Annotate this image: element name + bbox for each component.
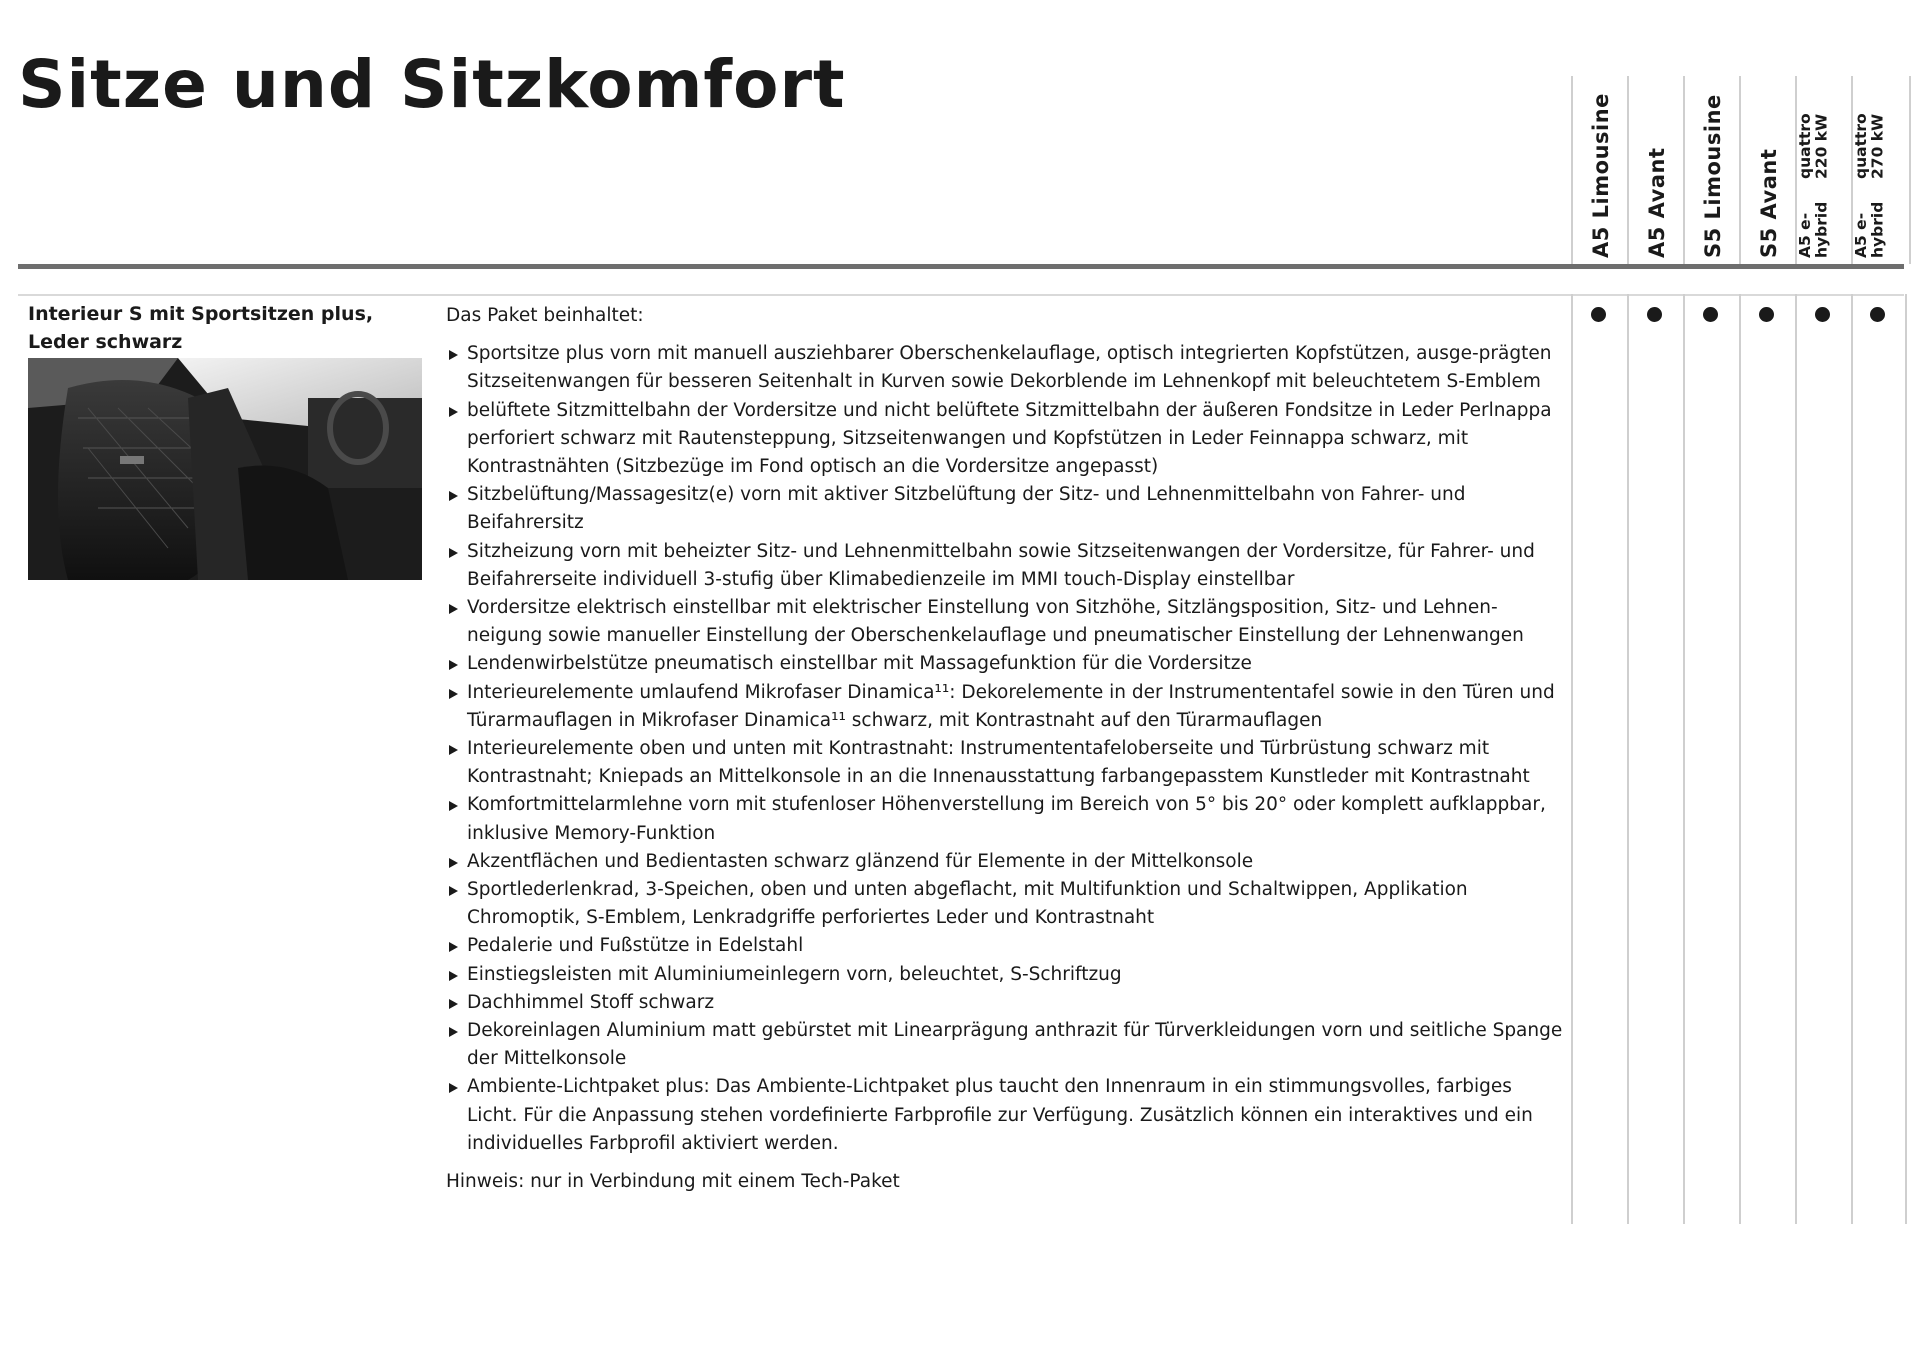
column-grid-line: [1683, 294, 1685, 1224]
standard-dot-icon: [1703, 307, 1718, 322]
column-label: A5 Limousine: [1589, 93, 1613, 258]
column-grid-line: [1851, 294, 1853, 1224]
standard-dot-icon: [1815, 307, 1830, 322]
column-label: A5 Avant: [1645, 147, 1669, 258]
column-grid-line: [1571, 294, 1573, 1224]
column-header-a5-e-hybrid-220: [1795, 76, 1853, 264]
sport-seat-image: [28, 358, 422, 580]
list-item: Pedalerie und Fußstütze in Edelstahl: [446, 932, 1566, 960]
package-note: Hinweis: nur in Verbindung mit einem Tech-Paket: [446, 1171, 900, 1193]
column-grid-line: [1795, 294, 1797, 1224]
list-item: Sitzheizung vorn mit beheizter Sitz- und Lehnenmittelbahn sowie Sitzseitenwangen der Vordersitze, für Fahrer- und Beifahrerseite individuell 3-stufig über Klimabedienzeile im MMI touch-Display einstellbar: [446, 538, 1566, 594]
list-item: Ambiente-Lichtpaket plus: Das Ambiente-Lichtpaket plus taucht den Innenraum in ein stimmungsvolles, farbiges Licht. Für die Anpassung stehen vordefinierte Farbprofile zur Verfügung. Zusätzlich können ein interaktives und ein individuelles Farbprofil aktiviert werden.: [446, 1073, 1566, 1158]
header-divider: [18, 264, 1904, 269]
list-item: Akzentflächen und Bedientasten schwarz glänzend für Elemente in der Mittelkonsole: [446, 848, 1566, 876]
row-divider: [18, 294, 1904, 296]
column-label: S5 Limousine: [1701, 94, 1725, 258]
standard-dot-icon: [1870, 307, 1885, 322]
list-item: Sportlederlenkrad, 3-Speichen, oben und unten abgeflacht, mit Multifunktion und Schaltwippen, Applikation Chromoptik, S-Emblem, Lenkradgriffe perforiertes Leder und Kontrastnaht: [446, 876, 1566, 932]
list-item: Interieurelemente oben und unten mit Kontrastnaht: Instrumententafeloberseite und Türbrüstung schwarz mit Kontrastnaht; Kniepads an Mittelkonsole in an die Innenausstattung farbangepasstem Kunstleder mit Kontrastnaht: [446, 735, 1566, 791]
column-label: S5 Avant: [1757, 148, 1781, 258]
standard-dot-icon: [1759, 307, 1774, 322]
column-grid-line: [1905, 294, 1907, 1224]
list-item: Sportsitze plus vorn mit manuell ausziehbarer Oberschenkelauflage, optisch integrierten Kopfstützen, ausge-prägten Sitzseitenwangen für besseren Seitenhalt in Kurven sowie Dekorblende im Lehnenkopf mit beleuchtetem S-Emblem: [446, 340, 1566, 396]
column-header-s5-limousine: [1683, 76, 1741, 264]
column-header-a5-avant: [1627, 76, 1685, 264]
list-item: Dachhimmel Stoff schwarz: [446, 989, 1566, 1017]
list-item: Lendenwirbelstütze pneumatisch einstellbar mit Massagefunktion für die Vordersitze: [446, 650, 1566, 678]
column-header-s5-avant: [1739, 76, 1797, 264]
feature-description: [446, 302, 1566, 1196]
column-label: A5 e-hybrid quattro 270 kW: [1852, 113, 1887, 258]
column-grid-line: [1627, 294, 1629, 1224]
list-item: Einstiegsleisten mit Aluminiumeinlegern vorn, beleuchtet, S-Schriftzug: [446, 961, 1566, 989]
column-header-a5-limousine: [1571, 76, 1629, 264]
standard-dot-icon: [1591, 307, 1606, 322]
list-item: belüftete Sitzmittelbahn der Vordersitze und nicht belüftete Sitzmittelbahn der äußeren Fondsitze in Leder Perlnappa perforiert schwarz mit Rautensteppung, Sitzseitenwangen und Kopfstützen in Leder Feinnappa schwarz, mit Kontrastnähten (Sitzbezüge im Fond optisch an die Vordersitze angepasst): [446, 397, 1566, 482]
feature-title: Interieur S mit Sportsitzen plus, Leder schwarz: [28, 303, 374, 353]
list-item: Interieurelemente umlaufend Mikrofaser Dinamica¹¹: Dekorelemente in der Instrumententafel sowie in den Türen und Türarmauflagen in Mikrofaser Dinamica¹¹ schwarz, mit Kontrastnaht auf den Türarmauflagen: [446, 679, 1566, 735]
standard-dot-icon: [1647, 307, 1662, 322]
list-item: Vordersitze elektrisch einstellbar mit elektrischer Einstellung von Sitzhöhe, Sitzlängsposition, Sitz- und Lehnen-neigung sowie manueller Einstellung der Oberschenkelauflage und pneumatischer Einstellung der Lehnenwangen: [446, 594, 1566, 650]
list-item: Dekoreinlagen Aluminium matt gebürstet mit Linearprägung anthrazit für Türverkleidungen vorn und seitliche Spange der Mittelkonsole: [446, 1017, 1566, 1073]
list-item: Komfortmittelarmlehne vorn mit stufenloser Höhenverstellung im Bereich von 5° bis 20° oder komplett aufklappbar, inklusive Memory-Funktion: [446, 791, 1566, 847]
list-item: Sitzbelüftung/Massagesitz(e) vorn mit aktiver Sitzbelüftung der Sitz- und Lehnenmittelbahn von Fahrer- und Beifahrersitz: [446, 481, 1566, 537]
page-title: Sitze und Sitzkomfort: [18, 46, 846, 123]
column-label: A5 e-hybrid quattro 220 kW: [1796, 113, 1831, 258]
column-grid-line: [1739, 294, 1741, 1224]
package-items: [446, 340, 1566, 1158]
column-header-a5-e-hybrid-270: [1851, 76, 1911, 264]
package-intro: Das Paket beinhaltet:: [446, 305, 644, 326]
